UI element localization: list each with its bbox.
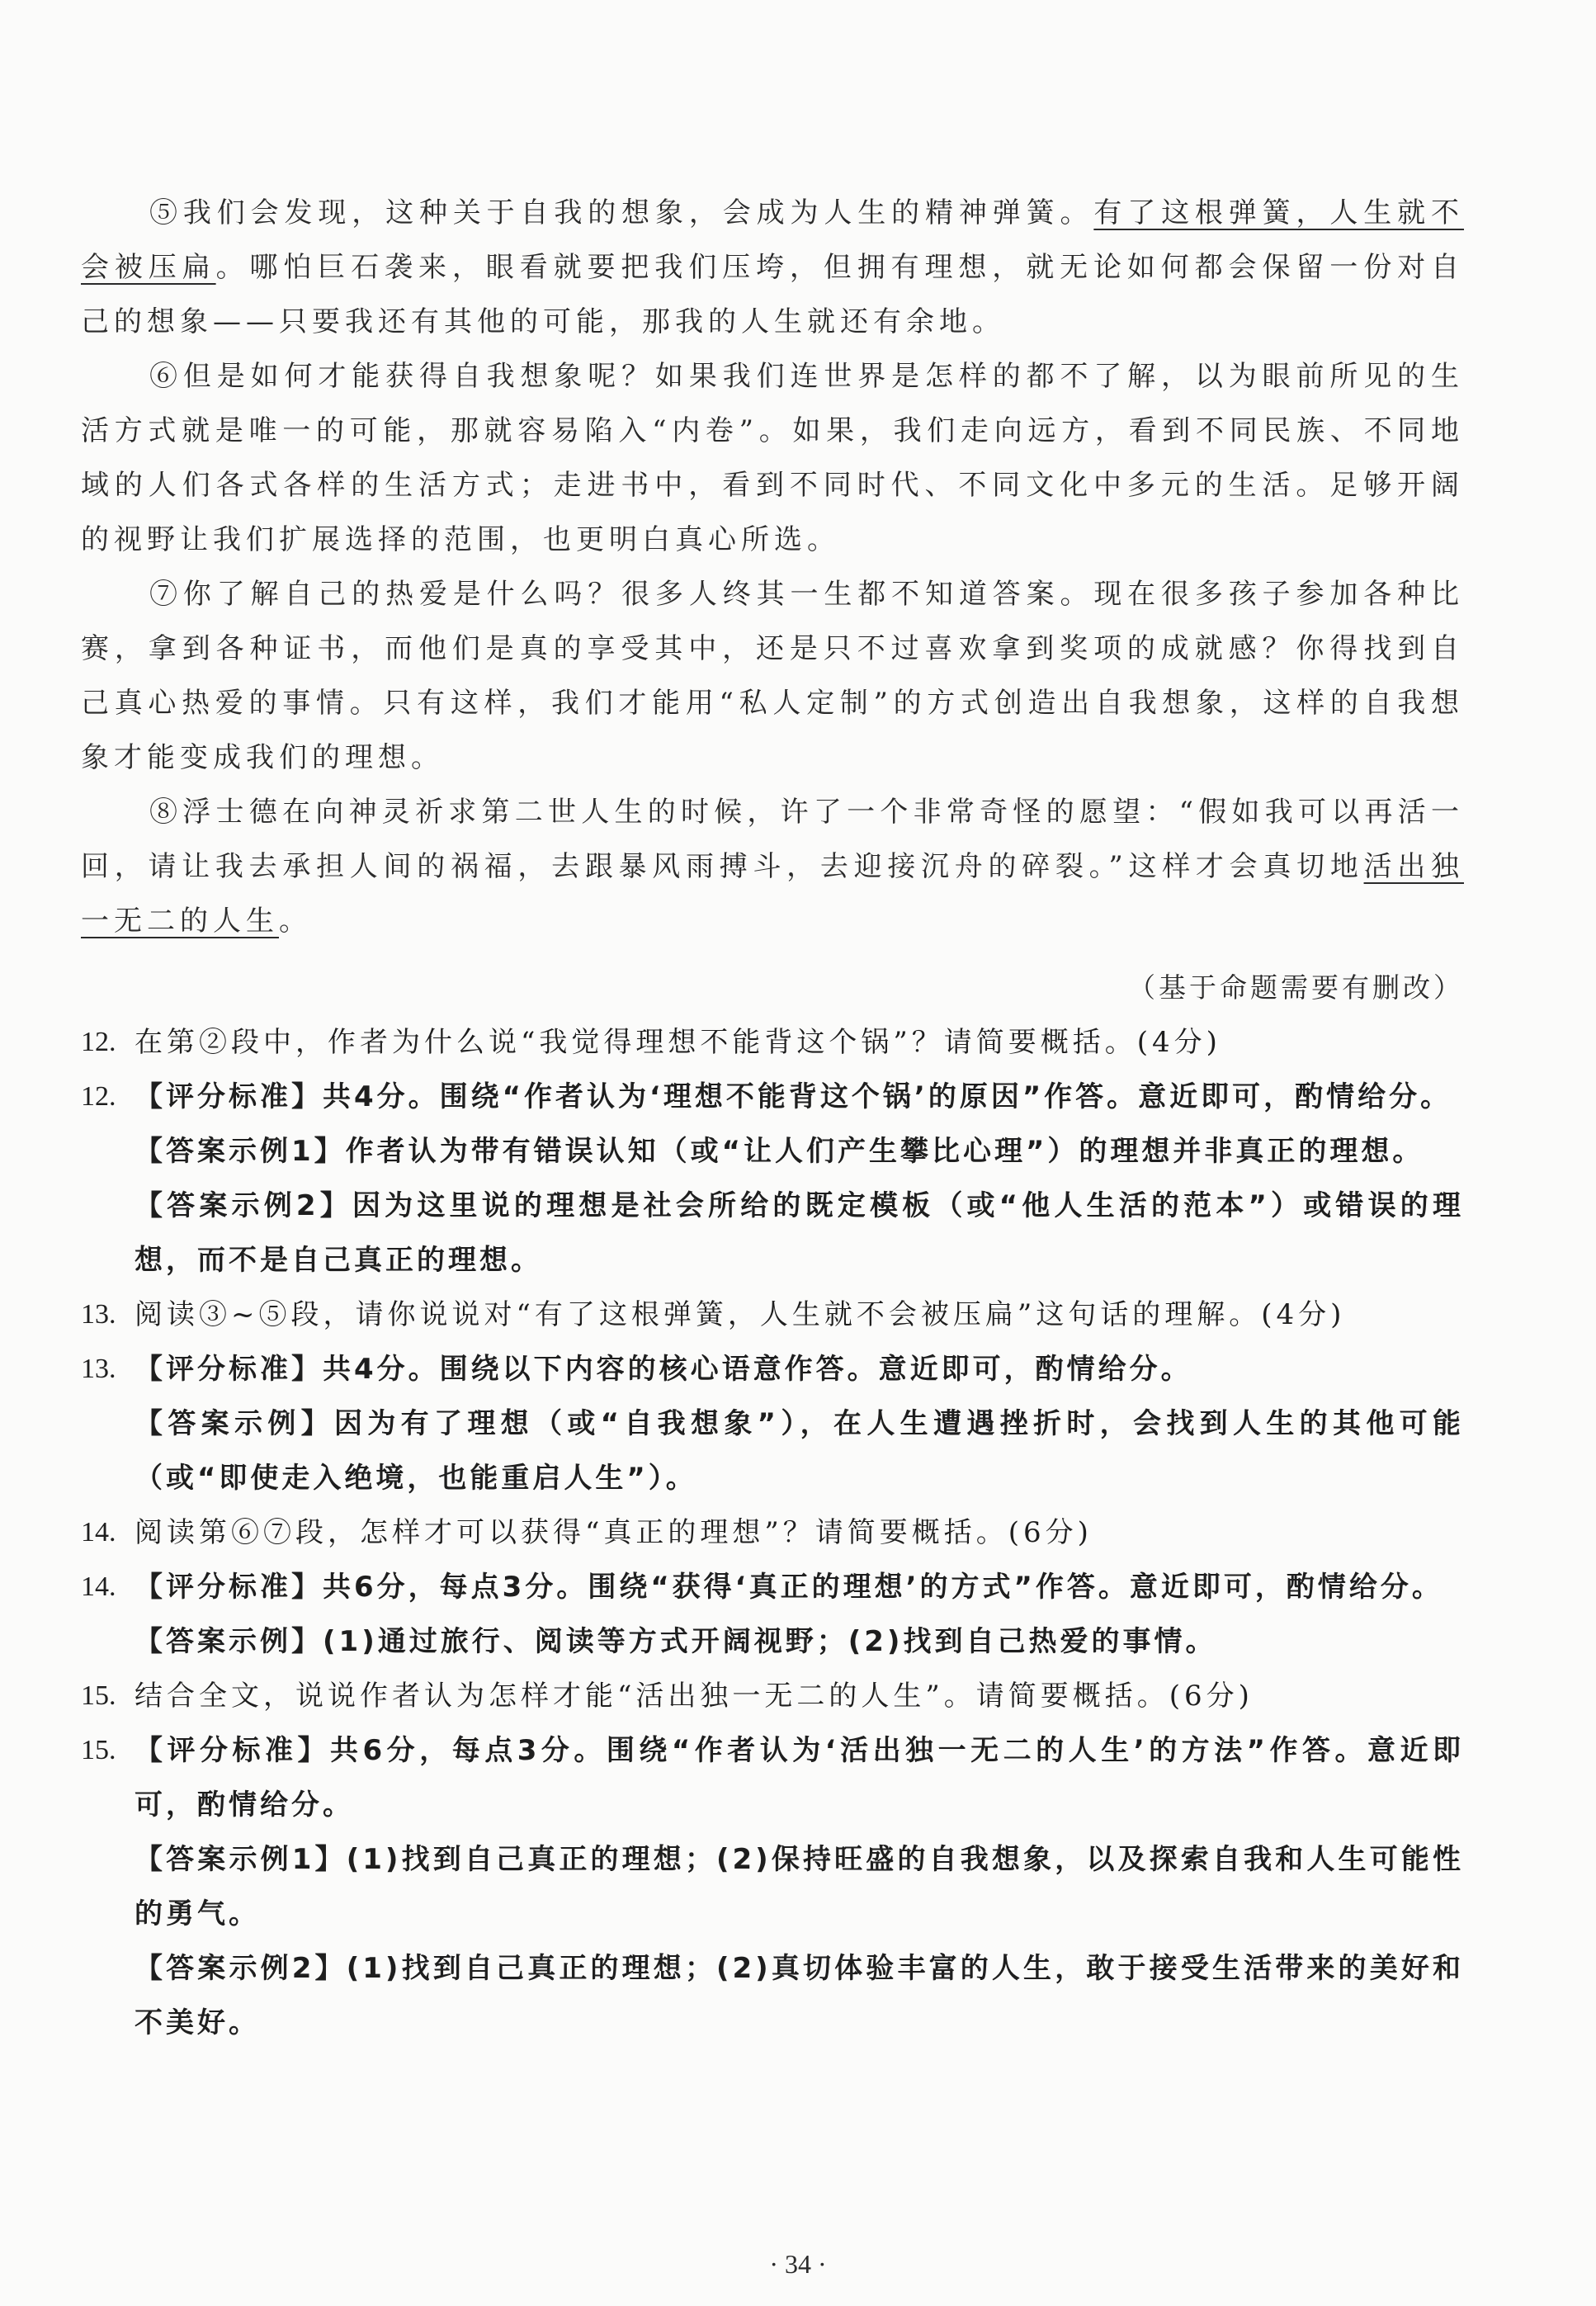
question-15 — [81, 1669, 1464, 1723]
source-note: （基于命题需要有删改） — [1128, 971, 1464, 1004]
answer-example: 【答案示例1】(1)找到自己真正的理想；(2)保持旺盛的自我想象，以及探索自我和人生可能性的勇气。 — [135, 1843, 1464, 1930]
answer-13-standard — [81, 1342, 1464, 1396]
scoring-standard: 【评分标准】共6分，每点3分。围绕“作者认为‘活出独一无二的人生’的方法”作答。意近即可，酌情给分。 — [135, 1734, 1464, 1822]
paragraph-6: ⑥但是如何才能获得自我想象呢？如果我们连世界是怎样的都不了解，以为眼前所见的生活方式就是唯一的可能，那就容易陷入“内卷”。如果，我们走向远方，看到不同民族、不同地域的人们各式各样的生活方式；走进书中，看到不同时代、不同文化中多元的生活。足够开阔的视野让我们扩展选择的范围，也更明白真心所选。 — [81, 360, 1464, 556]
answer-example: 【答案示例1】作者认为带有错误认知（或“让人们产生攀比心理”）的理想并非真正的理想。 — [135, 1135, 1424, 1168]
question-number: 14. — [81, 1517, 116, 1548]
underlined-sentence: 有了这根弹簧，人生就不会被压扁 — [81, 196, 1465, 284]
answer-example: 【答案示例2】(1)找到自己真正的理想；(2)真切体验丰富的人生，敢于接受生活带来的美好和不美好。 — [135, 1952, 1464, 2039]
question-number: 13. — [81, 1299, 116, 1330]
question-12 — [81, 1015, 1464, 1070]
answer-14-standard — [81, 1560, 1464, 1614]
question-text: 阅读第⑥⑦段，怎样才可以获得“真正的理想”？请简要概括。(6分) — [135, 1516, 1093, 1549]
scoring-standard: 【评分标准】共4分。围绕“作者认为‘理想不能背这个锅’的原因”作答。意近即可，酌情给分。 — [135, 1080, 1452, 1113]
answer-15-standard — [81, 1723, 1464, 1832]
answer-example: 【答案示例】(1)通过旅行、阅读等方式开阔视野；(2)找到自己热爱的事情。 — [135, 1625, 1217, 1658]
answer-number: 12. — [81, 1081, 116, 1112]
answer-example: 【答案示例】因为有了理想（或“自我想象”），在人生遭遇挫折时，会找到人生的其他可能（或“即使走入绝境，也能重启人生”）。 — [135, 1407, 1464, 1495]
question-number: 15. — [81, 1680, 116, 1711]
question-text: 在第②段中，作者为什么说“我觉得理想不能背这个锅”？请简要概括。(4分) — [135, 1026, 1221, 1059]
paragraph-8 — [81, 785, 1464, 948]
underlined-phrase: 活出独一无二的人生 — [81, 850, 1464, 938]
answer-number: 14. — [81, 1571, 116, 1602]
question-13 — [81, 1288, 1464, 1342]
question-14 — [81, 1505, 1464, 1560]
reading-passage — [81, 186, 1464, 948]
paragraph-8-end: 。 — [279, 905, 312, 938]
paragraph-5-text-rest: 。哪怕巨石袭来，眼看就要把我们压垮，但拥有理想，就无论如何都会保留一份对自己的想象——只要我还有其他的可能，那我的人生就还有余地。 — [81, 251, 1465, 338]
answer-number: 13. — [81, 1354, 116, 1384]
page-number: · 34 · — [769, 2249, 827, 2279]
question-number: 12. — [81, 1027, 116, 1057]
paragraph-5-text: ⑤我们会发现，这种关于自我的想象，会成为人生的精神弹簧。 — [149, 196, 1094, 229]
question-text: 结合全文，说说作者认为怎样才能“活出独一无二的人生”。请简要概括。(6分) — [135, 1680, 1254, 1713]
scoring-standard: 【评分标准】共4分。围绕以下内容的核心语意作答。意近即可，酌情给分。 — [135, 1353, 1192, 1386]
answer-12-standard — [81, 1070, 1464, 1124]
answer-example: 【答案示例2】因为这里说的理想是社会所给的既定模板（或“他人生活的范本”）或错误的理想，而不是自己真正的理想。 — [135, 1189, 1464, 1277]
question-text: 阅读③~⑤段，请你说说对“有了这根弹簧，人生就不会被压扁”这句话的理解。(4分) — [135, 1298, 1346, 1331]
scoring-standard: 【评分标准】共6分，每点3分。围绕“获得‘真正的理想’的方式”作答。意近即可，酌情给分。 — [135, 1571, 1443, 1604]
paragraph-5 — [81, 186, 1464, 349]
answer-number: 15. — [81, 1735, 116, 1765]
paragraph-7: ⑦你了解自己的热爱是什么吗？很多人终其一生都不知道答案。现在很多孩子参加各种比赛，拿到各种证书，而他们是真的享受其中，还是只不过喜欢拿到奖项的成就感？你得找到自己真心热爱的事情。只有这样，我们才能用“私人定制”的方式创造出自我想象，这样的自我想象才能变成我们的理想。 — [81, 578, 1464, 774]
questions-and-answers — [81, 1015, 1464, 2050]
paragraph-8-text: ⑧浮士德在向神灵祈求第二世人生的时候，许了一个非常奇怪的愿望：“假如我可以再活一回，请让我去承担人间的祸福，去跟暴风雨搏斗，去迎接沉舟的碎裂。”这样才会真切地 — [81, 796, 1464, 883]
